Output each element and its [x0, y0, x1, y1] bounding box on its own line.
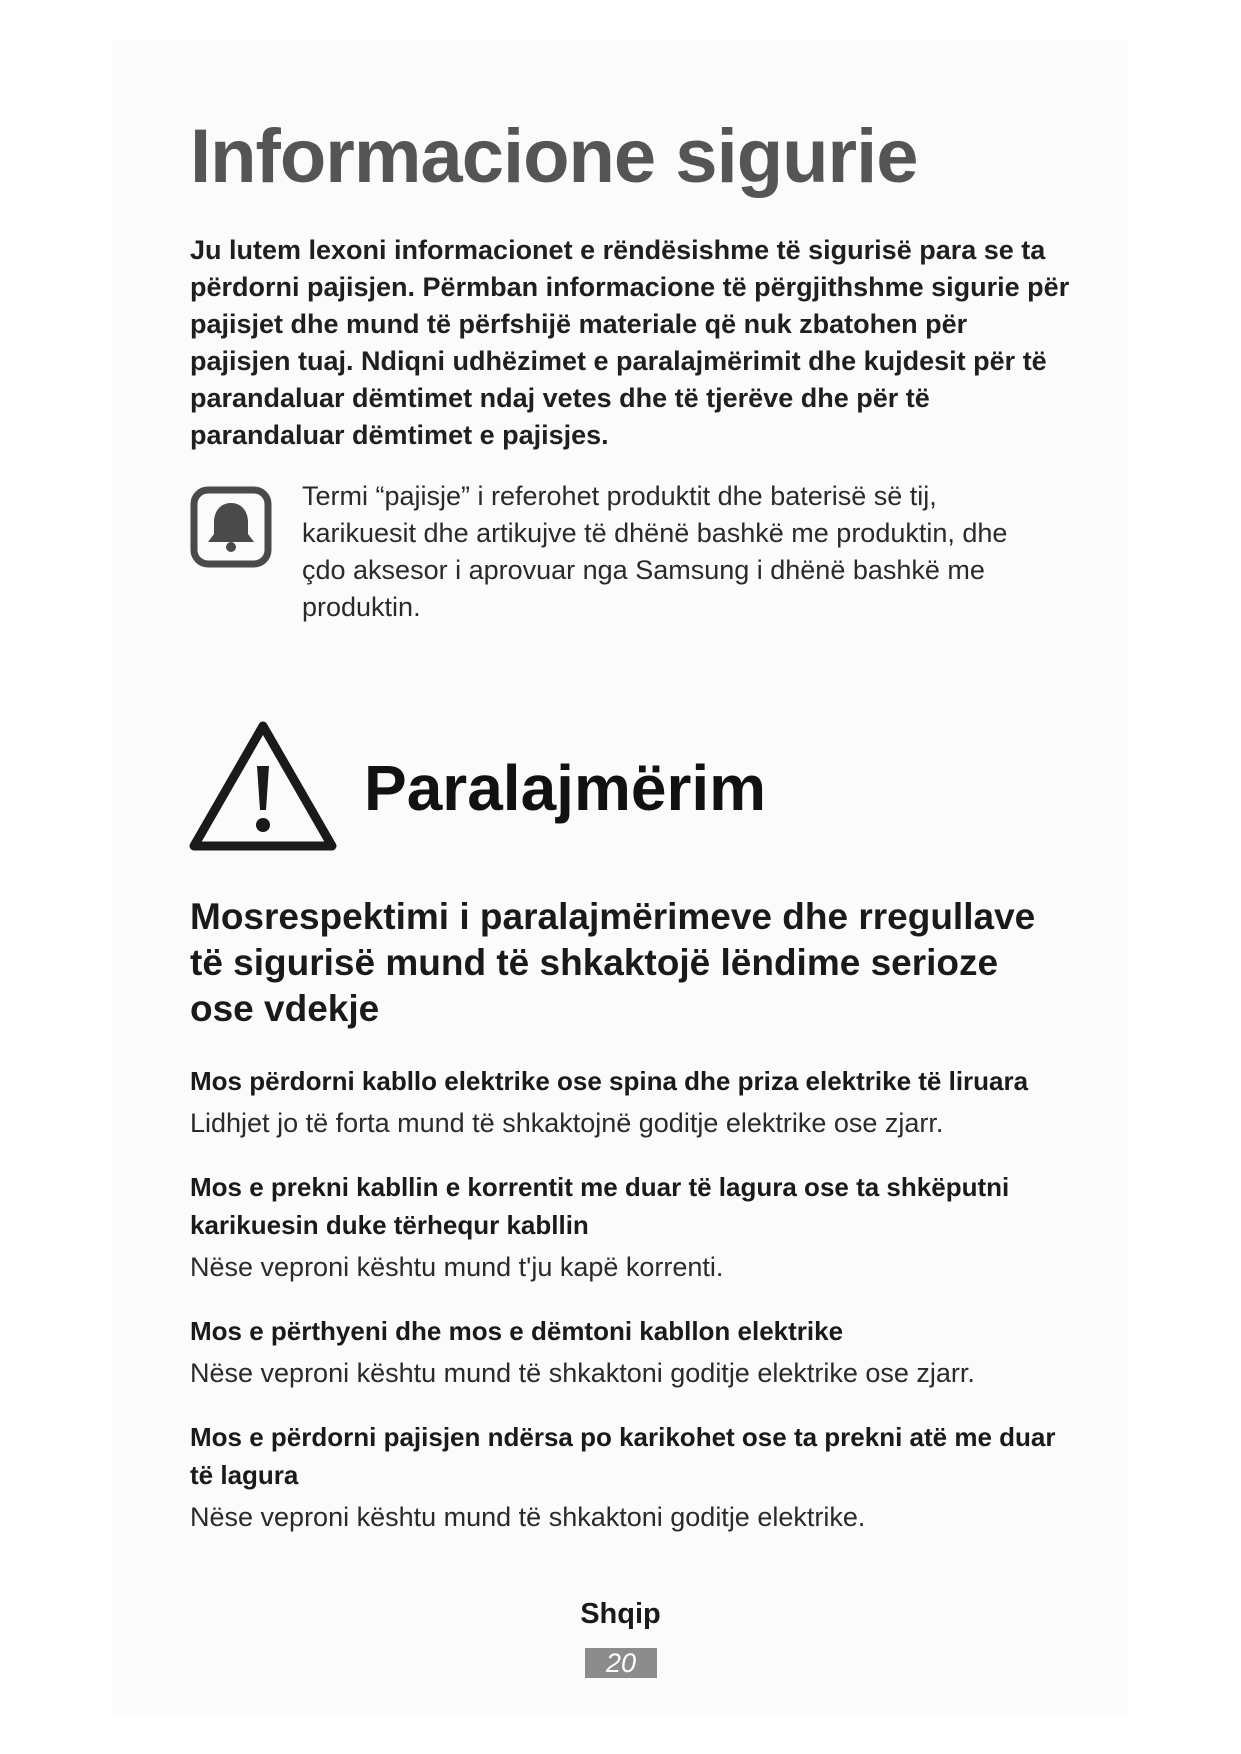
safety-item — [190, 1312, 1070, 1392]
safety-item-body: Nëse veproni kështu mund të shkaktoni goditje elektrike ose zjarr. — [190, 1358, 975, 1388]
safety-item — [190, 1418, 1070, 1536]
page-number: 20 — [585, 1648, 657, 1678]
safety-item-heading: Mos e prekni kabllin e korrentit me duar të lagura ose ta shkëputni karikuesin duke tërhequr kabllin — [190, 1172, 1010, 1240]
warning-title: Paralajmërim — [364, 752, 767, 824]
safety-item — [190, 1062, 1070, 1142]
warning-subtitle: Mosrespektimi i paralajmërimeve dhe rregullave të sigurisë mund të shkaktojë lëndime serioze ose vdekje — [190, 896, 1036, 1029]
bell-icon — [190, 486, 272, 568]
safety-item — [190, 1168, 1070, 1286]
note-text: Termi “pajisje” i referohet produktit dhe baterisë së tij, karikuesit dhe artikujve të dhënë bashkë me produktin, dhe çdo aksesor i aprovuar nga Samsung i dhënë bashkë me produktin. — [302, 481, 1008, 622]
safety-item-heading: Mos e përdorni pajisjen ndërsa po karikohet ose ta prekni atë me duar të lagura — [190, 1422, 1056, 1490]
safety-item-body: Nëse veproni kështu mund të shkaktoni goditje elektrike. — [190, 1502, 866, 1532]
warning-triangle-icon — [188, 718, 338, 852]
intro-paragraph: Ju lutem lexoni informacionet e rëndësishme të sigurisë para se ta përdorni pajisjen. Përmban informacione të përgjithshme sigurie për pajisjet dhe mund të përfshijë materiale që nuk zbatohen për pajisjen tuaj. Ndiqni udhëzimet e paralajmërimit dhe kujdesit për të parandaluar dëmtimet ndaj vetes dhe të tjerëve dhe për të parandaluar dëmtimet e pajisjes. — [190, 235, 1070, 450]
safety-item-heading: Mos përdorni kabllo elektrike ose spina dhe priza elektrike të liruara — [190, 1066, 1029, 1096]
footer-language: Shqip — [580, 1598, 661, 1630]
page-title: Informacione sigurie — [190, 114, 918, 199]
safety-item-body: Lidhjet jo të forta mund të shkaktojnë goditje elektrike ose zjarr. — [190, 1108, 944, 1138]
safety-items-list — [190, 1062, 1070, 1562]
safety-item-heading: Mos e përthyeni dhe mos e dëmtoni kabllon elektrike — [190, 1316, 844, 1346]
safety-item-body: Nëse veproni kështu mund t'ju kapë korrenti. — [190, 1252, 724, 1282]
